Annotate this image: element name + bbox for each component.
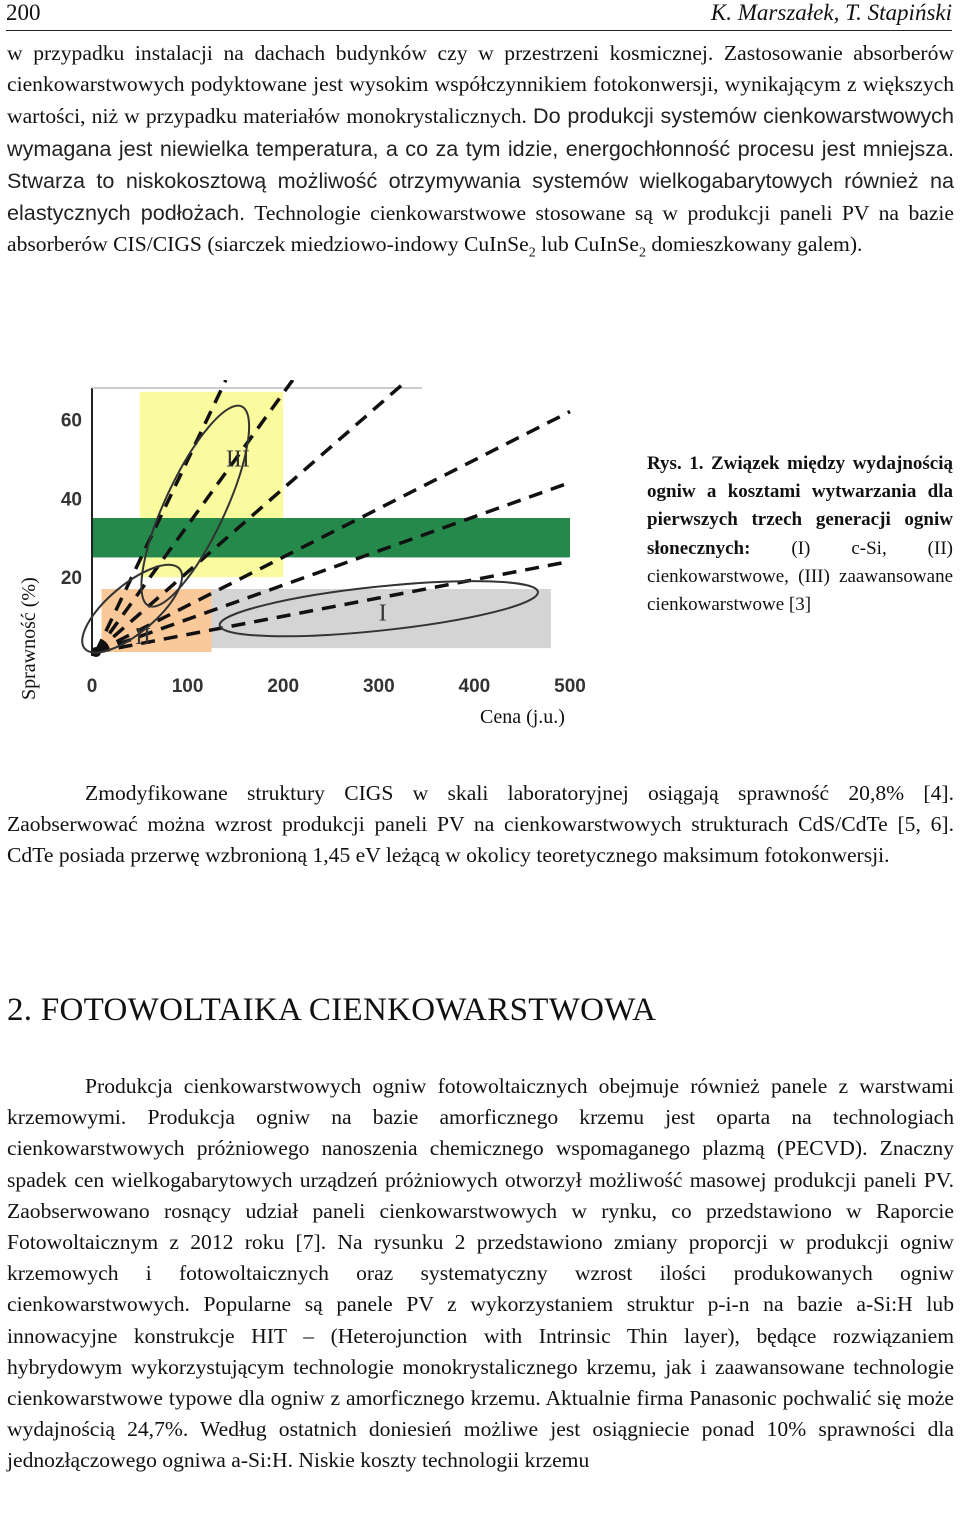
x-tick-label: 300 bbox=[362, 676, 395, 697]
running-authors: K. Marszałek, T. Stapiński bbox=[710, 0, 952, 25]
paragraph-intro-sans-text: Do produkcji systemów cienkowarstwowych wymagana jest niewielka temperatura, a co za tym idzie, energochłonność procesu jest mniejsza. Stwarza to niskokosztową możliwość otrzymywania systemów wielkogabarytowych również na elastycznych podłożach. bbox=[7, 103, 954, 226]
caption-rest: (I) c-Si, (II) cienkowarstwowe, (III) zaawansowane cienkowarstwowe [3] bbox=[647, 537, 953, 616]
running-header bbox=[6, 0, 952, 31]
efficiency-band bbox=[92, 518, 570, 557]
x-tick-label: 200 bbox=[267, 676, 300, 697]
paragraph-thin-film: Produkcja cienkowarstwowych ogniw fotowoltaicznych obejmuje również panele z warstwami krzemowymi. Produkcja ogniw na bazie amorficznego krzemu jest oparta na technologiach cienkowarstwowych próżniowego nanoszenia chemicznego wspomaganego plazmą (PECVD). Znaczny spadek cen wielkogabarytowych urządzeń próżniowych otworzył możliwość masowej produkcji paneli PV. Zaobserwowano rosnący udział paneli cienkowarstwowych w rynku, co przedstawiono w Raporcie Fotowoltaicznym z 2012 roku [7]. Na rysunku 2 przedstawiono zmiany proporcji w produkcji ogniw krzemowych i fotowoltaicznych oraz systematyczny wzrost ilości produkowanych ogniw cienkowarstwowych. Popularne są panele PV z wykorzystaniem struktur p-i-n na bazie a-Si:H lub innowacyjne konstrukcje HIT – (Heterojunction with Intrinsic Thin layer), będące rozwiązaniem hybrydowym wykorzystującym technologie monokrystalicznego krzemu, jak i zaawansowane technologie cienkowarstwowe typowe dla ogniw z amorficznego krzemu. Aktualnie firma Panasonic pochwalić się może wydajnością 24,7%. Według ostatnich doniesień możliwe jest osiągniecie ponad 10% sprawności dla jednozłączowego ogniwa a-Si:H. Niskie koszty technologii krzemu bbox=[7, 1074, 954, 1473]
x-tick-label: 0 bbox=[86, 676, 98, 697]
x-tick-label: 500 bbox=[554, 676, 586, 697]
region-III-label: III bbox=[225, 446, 250, 473]
caption-bold: Rys. 1. Związek między wydajnością ogniw a kosztami wytwarzania dla pierwszych trzech generacji ogniw słonecznych: bbox=[647, 453, 953, 559]
y-tick-label: 60 bbox=[60, 410, 82, 432]
x-tick-label: 100 bbox=[171, 676, 204, 697]
page-number: 200 bbox=[6, 0, 41, 25]
y-tick-label: 40 bbox=[60, 489, 82, 511]
paragraph-intro-tail: Technologie cienkowarstwowe stosowane są w produkcji paneli PV na bazie absorberów CIS/CIGS (siarczek miedziowo-indowy CuInSe bbox=[7, 201, 954, 257]
region-II-label: II bbox=[135, 624, 152, 651]
y-tick-label: 20 bbox=[60, 568, 82, 590]
region-I-label: I bbox=[378, 600, 387, 627]
y-axis-label: Sprawność (%) bbox=[18, 577, 40, 700]
subscript: 2 bbox=[528, 245, 536, 261]
subscript: 2 bbox=[638, 245, 646, 261]
paragraph-cigs: Zmodyfikowane struktury CIGS w skali laboratoryjnej osiągają sprawność 20,8% [4]. Zaobserwować można wzrost produkcji paneli PV na cienkowarstwowych strukturach CdS/CdTe [5, 6]. CdTe posiada przerwę wzbronioną 1,45 eV leżącą w okolicy teoretycznego maksimum fotokonwersji. bbox=[7, 781, 954, 868]
section-heading: 2. FOTOWOLTAIKA CIENKOWARSTWOWA bbox=[7, 992, 657, 1028]
region-I-area bbox=[188, 589, 551, 648]
paragraph-intro bbox=[7, 38, 954, 269]
paragraph-intro-tail-b: lub CuInSe bbox=[535, 232, 639, 257]
paragraph-intro-text: w przypadku instalacji na dachach budynków czy w przestrzeni kosmicznej. Zastosowanie absorberów cienkowarstwowych podyktowane jest wysokim współczynnikiem fotokonwersji, wynikającym z większych wartości, niż w przypadku materiałów monokrystalicznych. bbox=[7, 41, 954, 129]
x-tick-label: 400 bbox=[458, 676, 491, 697]
figure-caption bbox=[647, 450, 953, 619]
paragraph-intro-tail-c: domieszkowany galem). bbox=[645, 232, 863, 257]
x-axis-label: Cena (j.u.) bbox=[480, 706, 565, 728]
